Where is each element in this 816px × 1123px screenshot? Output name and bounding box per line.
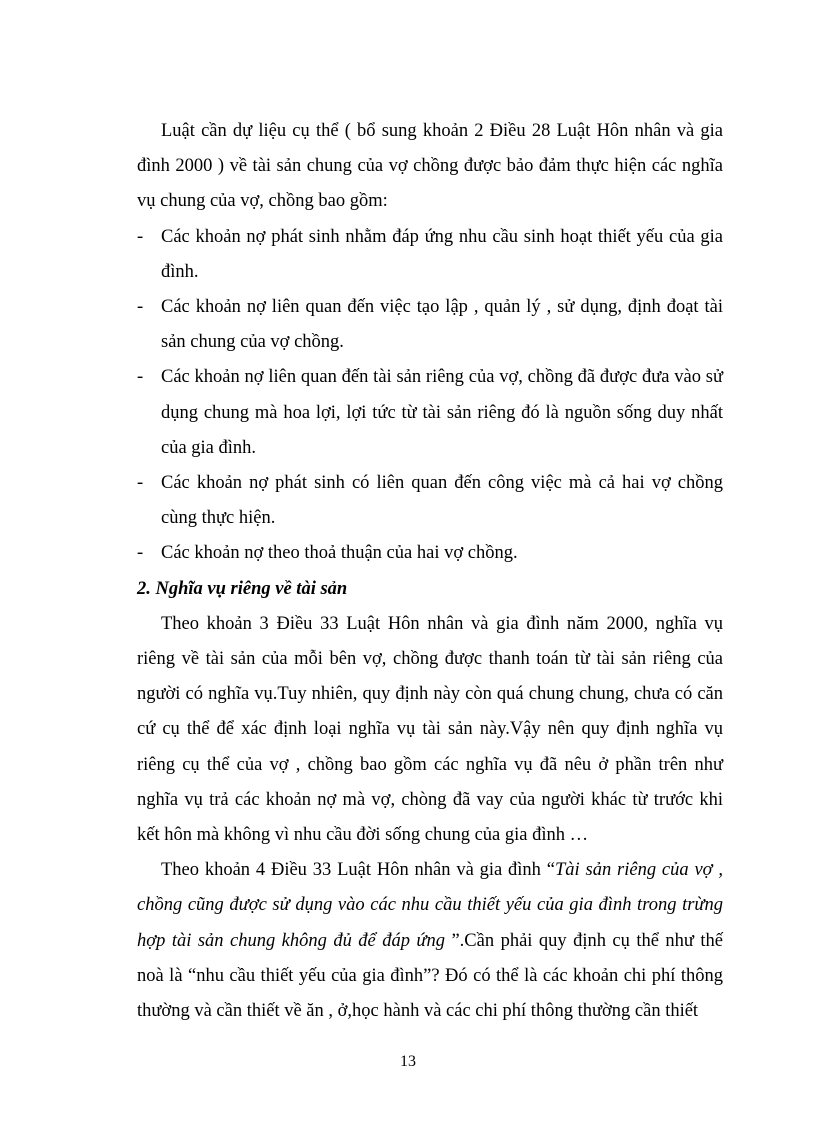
list-item — [137, 536, 723, 571]
list-item — [137, 220, 723, 290]
paragraph-intro: Luật cần dự liệu cụ thể ( bổ sung khoản 2 Điều 28 Luật Hôn nhân và gia đình 2000 ) về tài sản chung của vợ chồng được bảo đảm thực hiện các nghĩa vụ chung của vợ, chồng bao gồm: — [137, 121, 723, 212]
list-item — [137, 360, 723, 466]
bullet-marker: - — [137, 367, 144, 388]
list-item — [137, 466, 723, 536]
paragraph-prefix: Theo khoản 4 Điều 33 Luật Hôn nhân và gia đình “ — [161, 860, 555, 881]
list-item-text: Các khoản nợ liên quan đến việc tạo lập , quản lý , sử dụng, định đoạt tài sản chung của vợ chồng. — [161, 297, 723, 353]
bullet-marker: - — [137, 297, 144, 318]
law-quote: Tài sản riêng của vợ , chồng cũng được sử dụng vào các nhu cầu thiết yếu của gia đình trong trừng hợp tài sản chung không đủ để đáp ứng — [137, 860, 723, 951]
section-heading: 2. Nghĩa vụ riêng về tài sản — [137, 578, 348, 599]
document-body — [137, 114, 723, 1029]
page-number: 13 — [400, 1053, 416, 1070]
bullet-marker: - — [137, 226, 144, 247]
list-item-text: Các khoản nợ phát sinh có liên quan đến công việc mà cả hai vợ chồng cùng thực hiện. — [161, 473, 723, 529]
list-item-text: Các khoản nợ phát sinh nhằm đáp ứng nhu cầu sinh hoạt thiết yếu của gia đình. — [161, 226, 723, 282]
paragraph-private-obligations: Theo khoản 3 Điều 33 Luật Hôn nhân và gia đình năm 2000, nghĩa vụ riêng về tài sản của mỗi bên vợ, chồng được thanh toán từ tài sản riêng của người có nghĩa vụ.Tuy nhiên, quy định này còn quá chung chung, chưa có căn cứ cụ thể để xác định loại nghĩa vụ tài sản này.Vậy nên quy định nghĩa vụ riêng cụ thể của vợ , chồng bao gồm các nghĩa vụ đã nêu ở phần trên như nghĩa vụ trả các khoản nợ mà vợ, chòng đã vay của người khác từ trước khi kết hôn mà không vì nhu cầu đời sống chung của gia đình … — [137, 613, 723, 846]
paragraph-suffix: ”.Cần phải quy định cụ thể như thế noà là “nhu cầu thiết yếu của gia đình”? Đó có thể là các khoản chi phí thông thường và cần thiết về ăn , ở,học hành và các chi phí thông thường cần thiết — [137, 930, 723, 1022]
bullet-marker: - — [137, 473, 144, 494]
list-item-text: Các khoản nợ liên quan đến tài sản riêng của vợ, chồng đã được đưa vào sử dụng chung mà hoa lợi, lợi tức từ tài sản riêng đó là nguồn sống duy nhất của gia đình. — [161, 367, 723, 458]
paragraph-clause-4 — [137, 853, 723, 1029]
list-item-text: Các khoản nợ theo thoả thuận của hai vợ chồng. — [161, 543, 518, 564]
bullet-marker: - — [137, 543, 144, 564]
list-item — [137, 290, 723, 360]
